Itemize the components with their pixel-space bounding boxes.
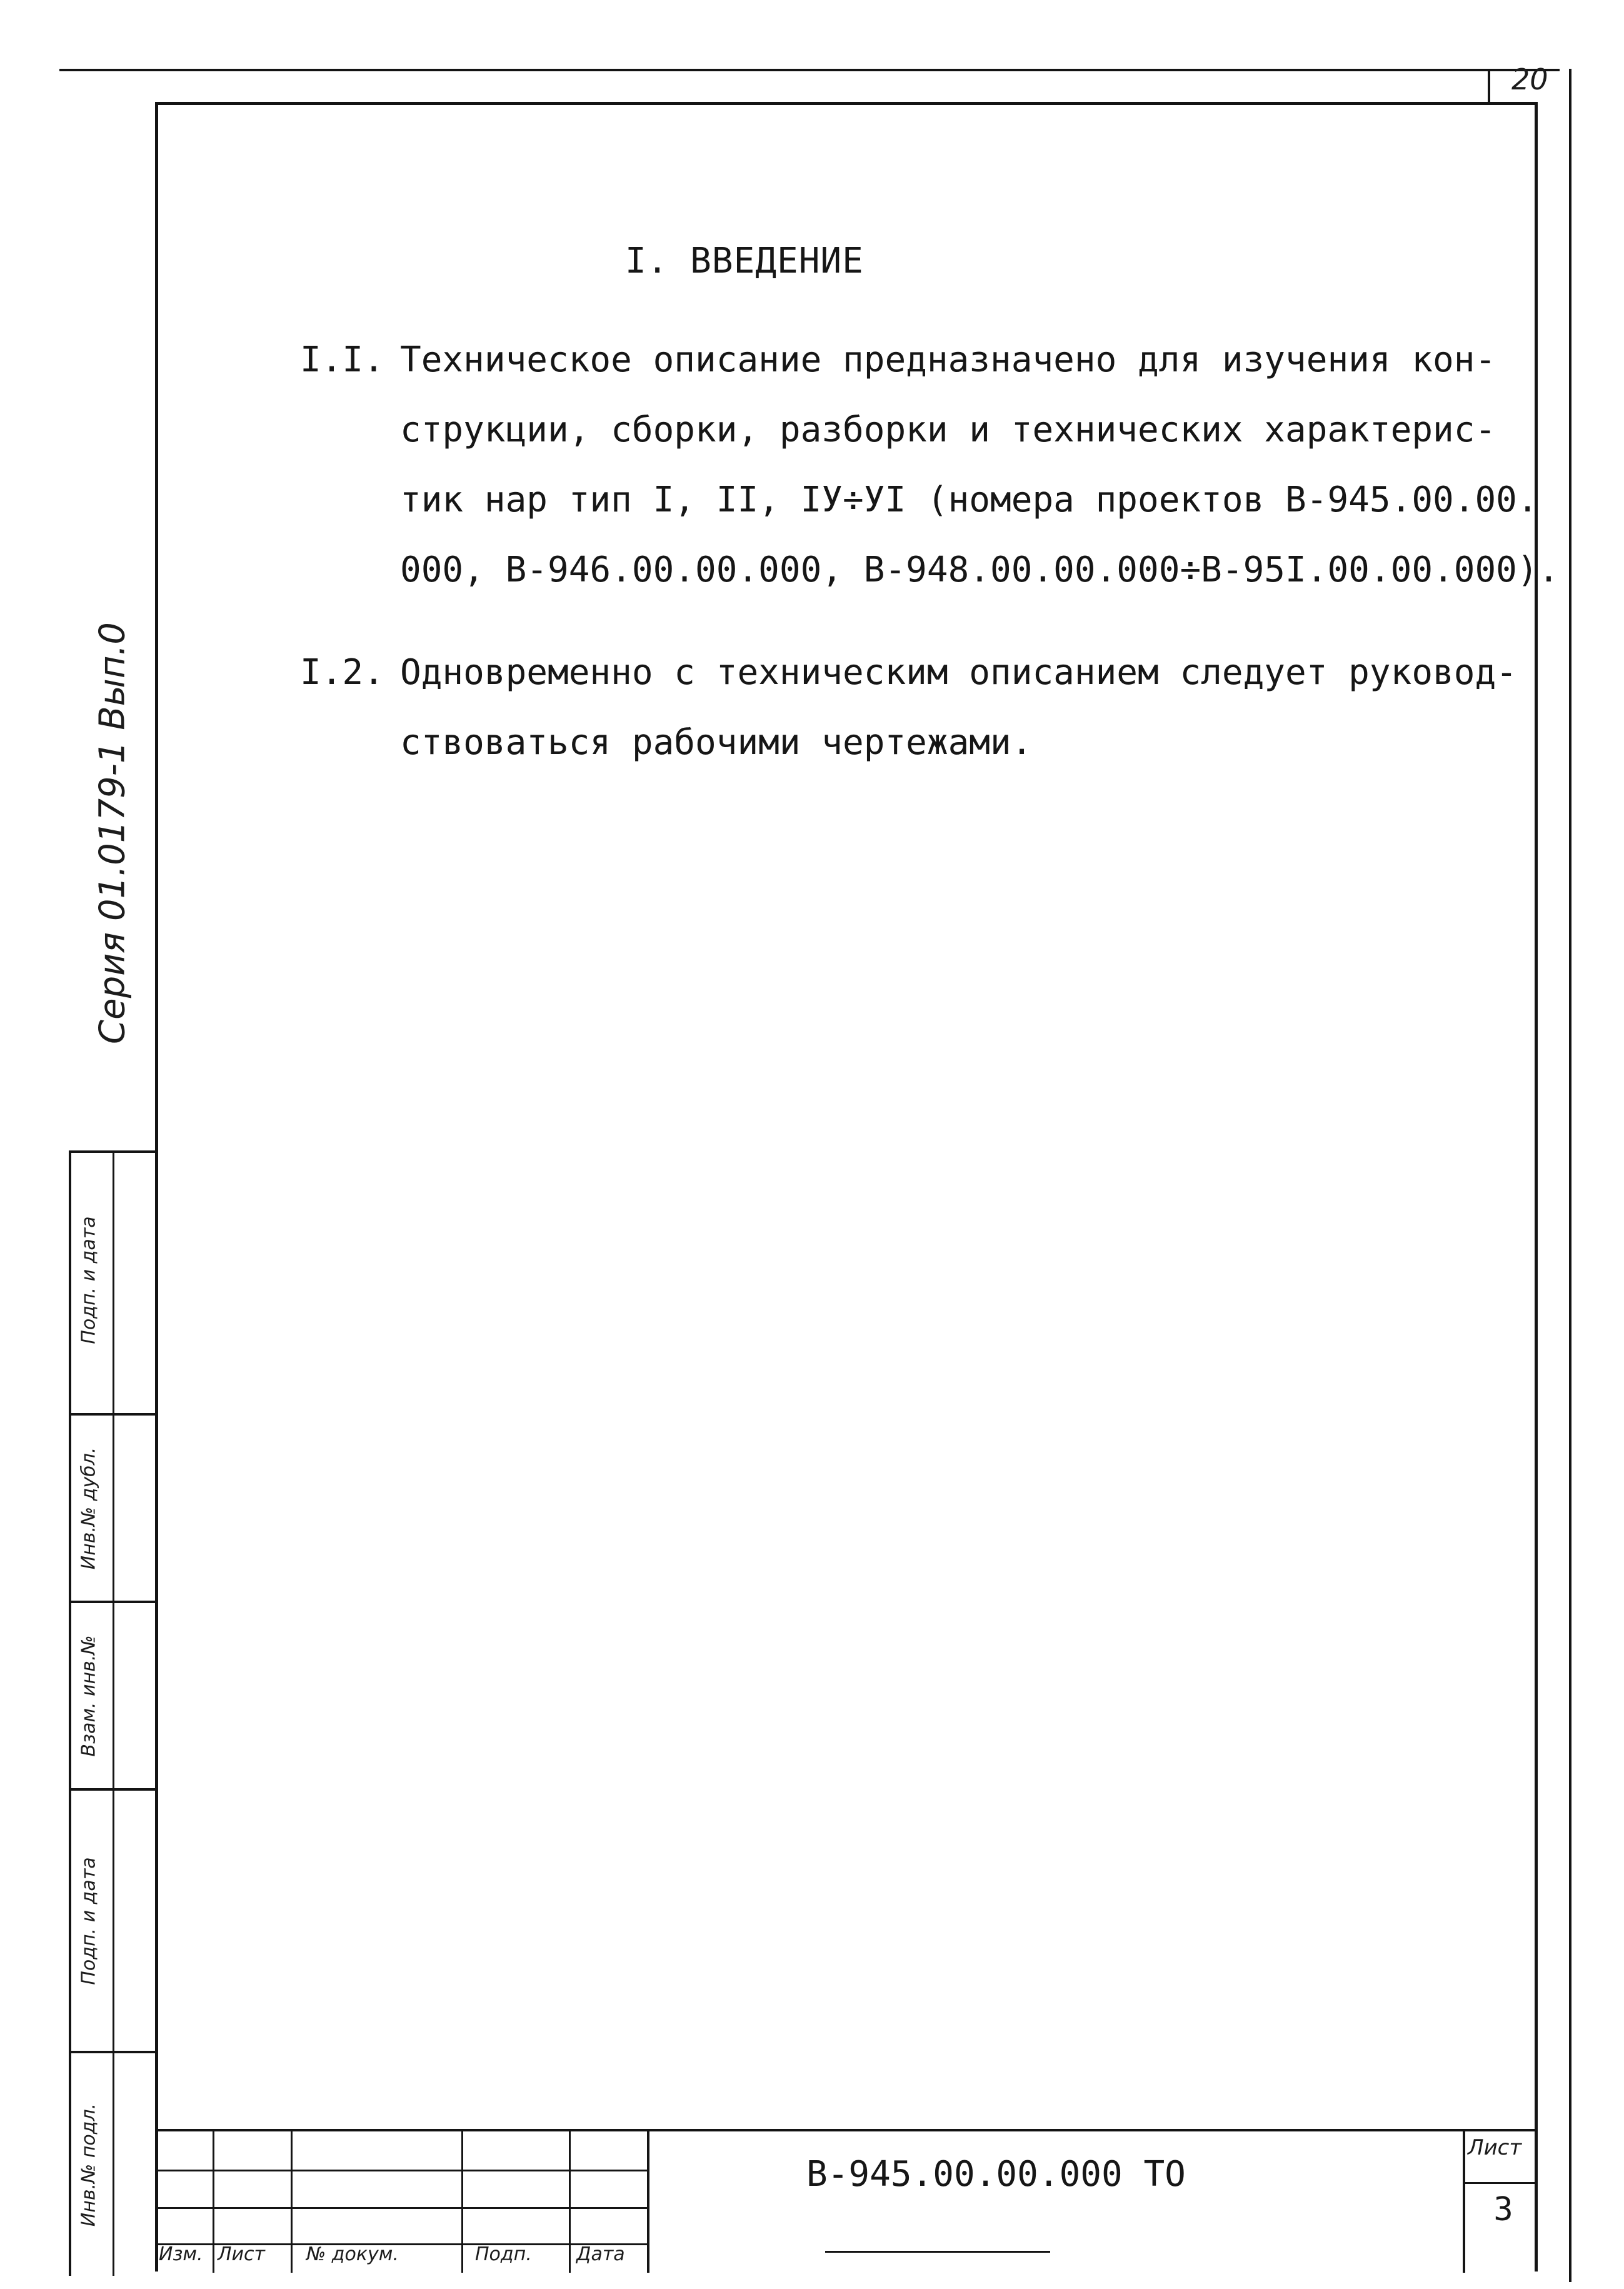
- top-rule: [59, 69, 1560, 71]
- stamp-original-inventory: Инв.№ подл.: [78, 2103, 100, 2227]
- paragraph-line: Техническое описание предназначено для изучения кон-: [400, 340, 1496, 380]
- paragraph-number: I.2.: [300, 652, 384, 693]
- sheet-box-divider: [1463, 2182, 1538, 2184]
- column-header-sheet: Лист: [218, 2243, 266, 2265]
- section-heading: I. ВВЕДЕНИЕ: [625, 241, 864, 281]
- title-block-top: [155, 2129, 1538, 2131]
- sheet-label: Лист: [1468, 2135, 1522, 2160]
- frame-right: [1535, 102, 1538, 2271]
- paragraph-line: 000, В-946.00.00.000, В-948.00.00.000÷В-95I.00.00.000).: [400, 550, 1560, 590]
- title-block-col-1: [213, 2129, 214, 2273]
- column-header-doc-number: № докум.: [306, 2243, 399, 2265]
- document-designation: В-945.00.00.000 ТО: [806, 2154, 1186, 2195]
- paragraph-number: I.I.: [300, 340, 384, 380]
- series-label: Серия 01.0179-1 Вып.0: [92, 622, 133, 1044]
- page-number-box-left: [1488, 69, 1490, 105]
- outer-right: [1569, 69, 1571, 2282]
- paragraph-line: струкции, сборки, разборки и технических характерис-: [400, 410, 1496, 450]
- title-block-col-4: [569, 2129, 571, 2273]
- paragraph-1-2: [300, 638, 1519, 778]
- stamp-inner-rule: [113, 1150, 114, 2276]
- frame-top: [155, 102, 1538, 105]
- column-header-change: Изм.: [159, 2243, 203, 2265]
- sheet-number: 3: [1493, 2191, 1513, 2228]
- stamp-sign-date-2: Подп. и дата: [78, 1857, 100, 1985]
- sheet-box-left: [1463, 2129, 1465, 2273]
- column-header-signature: Подп.: [475, 2243, 532, 2265]
- column-header-date: Дата: [576, 2243, 625, 2265]
- title-block-col-5: [647, 2129, 649, 2273]
- title-block-col-3: [461, 2129, 463, 2273]
- designation-underline: [825, 2251, 1050, 2253]
- paragraph-line: Одновременно с техническим описанием следует руковод-: [400, 652, 1517, 693]
- stamp-replace-inventory: Взам. инв.№: [78, 1635, 100, 1757]
- page-number: 20: [1511, 63, 1548, 96]
- paragraph-line: ствоваться рабочими чертежами.: [400, 722, 1033, 763]
- frame-left: [155, 102, 158, 2271]
- paragraph-line: тик нар тип I, II, IУ÷УI (номера проектов В-945.00.00.: [400, 480, 1538, 520]
- title-block-col-2: [291, 2129, 293, 2273]
- stamp-sign-date-1: Подп. и дата: [78, 1216, 100, 1344]
- paragraph-1-1: [300, 325, 1560, 605]
- stamp-column-left: [69, 1150, 71, 2276]
- stamp-dup-inventory: Инв.№ дубл.: [78, 1447, 100, 1570]
- title-block-row-2: [155, 2207, 649, 2209]
- title-block-row-1: [155, 2170, 649, 2171]
